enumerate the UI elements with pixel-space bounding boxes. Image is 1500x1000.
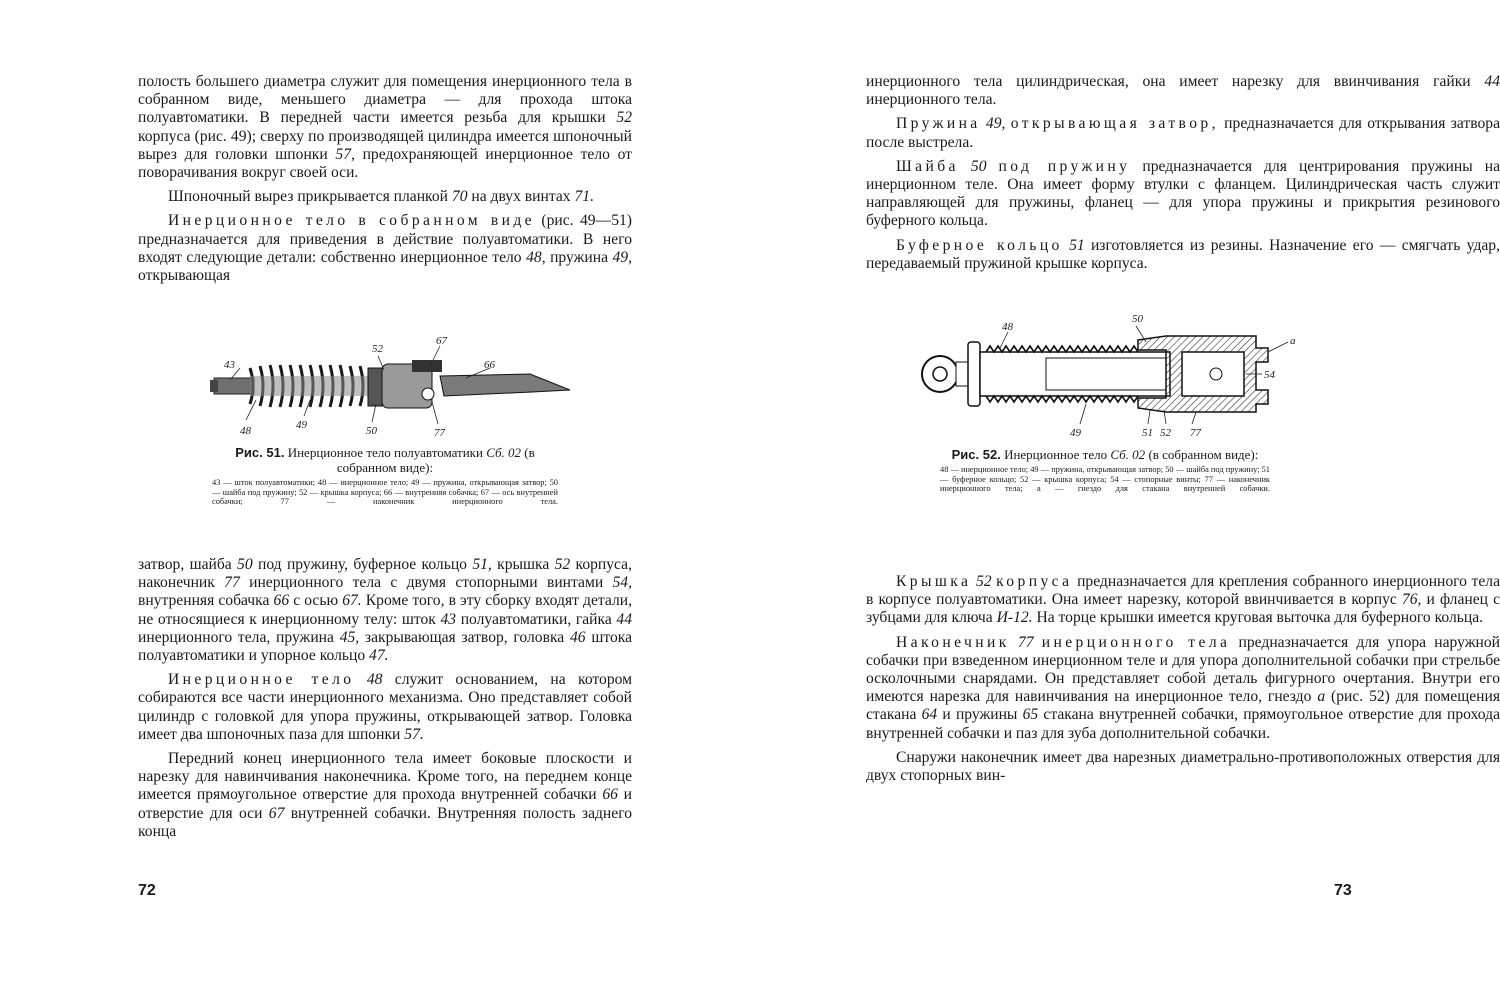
figure-52-label: 50 [1132,313,1143,325]
figure-51 [200,330,580,516]
figure-52-label: 52 [1160,427,1171,439]
paragraph: полость большего диаметра служит для помещения инерционного тела в собранном виде, меньшего диаметра — для прохода штока полуавтоматики. В передней части имеется резьба для крышки 52 корпуса (рис. 49); сверху по производящей цилиндра имеется шпоночный вырез для головки шпонки 57, предохраняющей инерционное тело от поворачивания вокруг своей оси. [138,73,632,182]
figure-51-caption: Рис. 51. Инерционное тело полуавтоматики Сб. 02 (в собранном виде): [235,445,535,475]
right-top-text [866,73,1500,279]
left-top-text [138,73,632,291]
figure-51-label: 52 [372,343,383,355]
page-number: 72 [138,882,156,899]
figure-52-caption: Рис. 52. Инерционное тело Сб. 02 (в собранном виде): [951,447,1259,462]
figure-52 [916,312,1306,503]
figure-51-drawing [200,330,580,440]
figure-51-label: 66 [484,359,495,371]
figure-52-label: 54 [1264,369,1275,381]
paragraph: Наконечник 77 инерционного тела предназначается для упора наружной собачки при взведенном инерционном теле и для упора дополнительной собачки при стрельбе осколочными снарядами. Он представляет собой деталь фигурного очертания. Внутри его имеются нарезка для навинчивания на инерционное тело, гнездо а (рис. 52) для помещения стакана 64 и пружины 65 стакана внутренней собачки, прямоугольное отверстие для прохода внутренней собачки и паз для зуба дополнительной собачки. [866,633,1500,742]
paragraph: Инерционное тело в собранном виде (рис. 49—51) предназначается для приведения в действие полуавтоматики. В него входят следующие детали: собственно инерционное тело 48, пружина 49, открывающая [138,212,632,285]
figure-52-label: 51 [1142,427,1153,439]
right-bottom-text [866,573,1500,791]
left-bottom-text [138,556,632,847]
figure-51-legend: 43 — шток полуавтоматики; 48 — инерционное тело; 49 — пружина, открывающая затвор; 50 — шайба под пружину; 52 — крышка корпуса; 66 — внутренняя собачка; 67 — ось внутренней собачки; 77 — наконечник инерционного тела. [212,478,558,507]
figure-51-label: 50 [366,425,377,437]
figure-51-label: 77 [434,427,445,439]
paragraph: инерционного тела цилиндрическая, она имеет нарезку для ввинчивания гайки 44 инерционного тела. [866,73,1500,109]
figure-51-label: 67 [436,335,447,347]
paragraph: Крышка 52 корпуса предназначается для крепления собранного инерционного тела в корпусе полуавтоматики. Она имеет нарезку, которой ввинчивается в корпус 76, и фланец с зубцами для ключа И-12. На торце крышки имеется круговая выточка для буферного кольца. [866,573,1500,627]
paragraph: Пружина 49, открывающая затвор, предназначается для открывания затвора после выстрела. [866,115,1500,151]
paragraph: Шайба 50 под пружину предназначается для центрирования пружины на инерционном теле. Она имеет форму втулки с фланцем. Цилиндрическая часть служит направляющей для пружины, фланец — для упора пружины и прикрытия резинового буферного кольца. [866,157,1500,230]
paragraph: затвор, шайба 50 под пружину, буферное кольцо 51, крышка 52 корпуса, наконечник 77 инерционного тела с двумя стопорными винтами 54, внутренняя собачка 66 с осью 67. Кроме того, в эту сборку входят детали, не относящиеся к инерционному телу: шток 43 полуавтоматики, гайка 44 инерционного тела, пружина 45, закрывающая затвор, головка 46 штока полуавтоматики и упорное кольцо 47. [138,556,632,665]
figure-51-label: 48 [240,425,251,437]
figure-51-label: 43 [224,359,235,371]
figure-52-label: 49 [1070,427,1081,439]
paragraph: Инерционное тело 48 служит основанием, на котором собираются все части инерционного механизма. Оно представляет собой цилиндр с головкой для упора пружины, открывающей затвор. Головка имеет два шпоночных паза для шпонки 57. [138,671,632,743]
paragraph: Передний конец инерционного тела имеет боковые плоскости и нарезку для навинчивания наконечника. Кроме того, на переднем конце имеется прямоугольное отверстие для прохода внутренней собачки 66 и отверстие для оси 67 внутренней собачки. Внутренняя полость заднего конца [138,750,632,840]
figure-52-label: 48 [1002,321,1013,333]
paragraph: Шпоночный вырез прикрывается планкой 70 на двух винтах 71. [168,188,594,206]
paragraph: Буферное кольцо 51 изготовляется из резины. Назначение его — смягчать удар, передаваемый пружиной крышке корпуса. [866,236,1500,272]
figure-52-label: 77 [1190,427,1201,439]
page-number: 73 [1334,882,1352,899]
figure-51-label: 49 [296,419,307,431]
figure-52-legend: 48 — инерционное тело; 49 — пружина, открывающая затвор; 50 — шайба под пружину; 51 — буферное кольцо; 52 — крышка корпуса; 54 — стопорные винты; 77 — наконечник инерционного тела; a — гнездо для стакана внутренней собачки. [940,465,1270,494]
figure-52-label: a [1290,335,1296,347]
figure-52-drawing [916,312,1306,442]
paragraph: Снаружи наконечник имеет два нарезных диаметрально-противоположных отверстия для двух стопорных вин- [866,748,1500,785]
